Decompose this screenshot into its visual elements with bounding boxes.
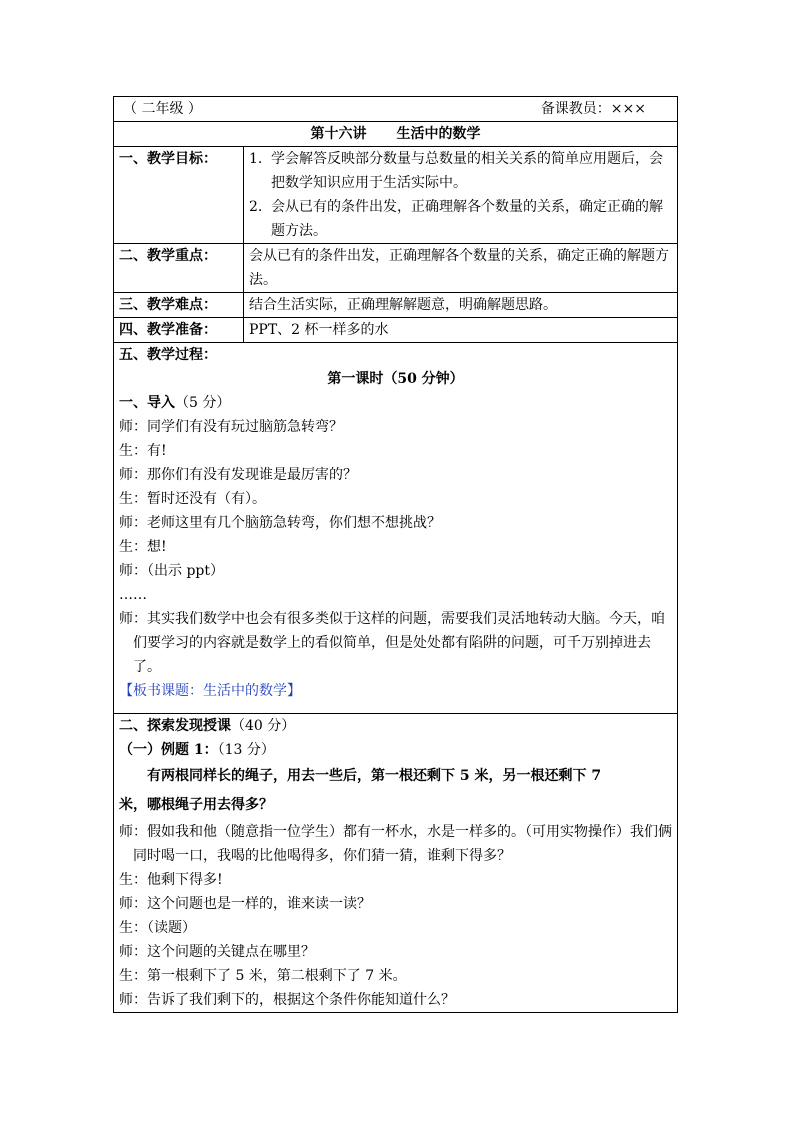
- lesson-title: [119, 367, 672, 391]
- title-row: [114, 122, 678, 147]
- goal-item: [249, 195, 672, 243]
- dialogue-line: 生：第一根剩下了 5 米，第二根剩下了 7 米。: [119, 968, 407, 984]
- explore-heading: [119, 714, 672, 738]
- header-row: [114, 97, 678, 122]
- dialogue-line: 生：暂时还没有（有）。: [119, 491, 266, 507]
- preparation-row: [114, 318, 678, 343]
- goals-content: [244, 147, 678, 244]
- goals-label: 一、教学目标：: [114, 147, 244, 244]
- process-content: [114, 343, 678, 714]
- dialogue-line: 师：同学们有没有玩过脑筋急转弯？: [119, 419, 343, 435]
- lesson-plan-sheet: [113, 96, 677, 1013]
- key-point-row: [114, 244, 678, 293]
- dialogue-line: 生：他剩下得多!: [119, 872, 223, 888]
- dialogue-paragraph: 师：其实我们数学中也会有很多类似于这样的问题，需要我们灵活地转动大脑。今天，咱们要学习的内容就是数学上的看似简单，但是处处都有陷阱的问题，可千万别掉进去了。: [119, 611, 665, 675]
- goal-item: [249, 147, 672, 195]
- process-label: 五、教学过程：: [119, 347, 217, 363]
- preparation-label: 四、教学准备：: [114, 318, 244, 343]
- explore-heading-text: 二、探索发现授课: [119, 718, 231, 734]
- goal-text: 学会解答反映部分数量与总数量的相关关系的简单应用题后，会把数学知识应用于生活实际中。: [271, 151, 663, 191]
- page-title: [114, 122, 678, 147]
- dialogue-line: 生：想!: [119, 539, 167, 555]
- dialogue-line: 师：这个问题也是一样的，谁来读一读？: [119, 896, 371, 912]
- difficulty-row: [114, 293, 678, 318]
- lecture-number: 第十六讲: [310, 126, 367, 142]
- example-time: （13 分）: [217, 742, 275, 758]
- dialogue-line: 师：这个问题的关键点在哪里？: [119, 944, 315, 960]
- difficulty-label: 三、教学难点：: [114, 293, 244, 318]
- grade-label: （ 二年级 ）: [123, 101, 202, 117]
- dialogue-line: 师：老师这里有几个脑筋急转弯，你们想不想挑战？: [119, 515, 441, 531]
- dialogue-paragraph: 师：假如我和他（随意指一位学生）都有一杯水，水是一样多的。（可用实物操作）我们俩同时喝一口，我喝的比他喝得多，你们猜一猜，谁剩下得多？: [119, 824, 672, 864]
- teacher-label: 备课教员：×××: [540, 101, 647, 117]
- example-heading-text: （一）例题 1：: [119, 742, 218, 758]
- lecture-topic: 生活中的数学: [396, 126, 481, 142]
- board-title: 【板书课题：生活中的数学】: [119, 683, 301, 699]
- ellipsis-line: ……: [119, 587, 147, 603]
- dialogue-line: 师：告诉了我们剩下的，根据这个条件你能知道什么？: [119, 992, 455, 1008]
- key-point-text: 会从已有的条件出发，正确理解各个数量的关系，确定正确的解题方法。: [244, 244, 678, 293]
- dialogue-line: 师：那你们有没有发现谁是最厉害的？: [119, 467, 357, 483]
- example-problem-line2: 米，哪根绳子用去得多？: [119, 797, 273, 813]
- goal-number: 2.: [249, 199, 263, 215]
- lesson-title-text: 第一课时（50 分钟）: [327, 371, 464, 387]
- goals-row: [114, 147, 678, 244]
- intro-time: （5 分）: [175, 395, 231, 411]
- goal-number: 1.: [249, 151, 263, 167]
- dialogue-line: 师：（出示 ppt）: [119, 563, 224, 579]
- dialogue-line: 生：有!: [119, 443, 167, 459]
- goal-text: 会从已有的条件出发，正确理解各个数量的关系，确定正确的解题方法。: [271, 199, 663, 239]
- explore-row: [114, 714, 678, 1013]
- difficulty-text: 结合生活实际，正确理解解题意，明确解题思路。: [244, 293, 678, 318]
- explore-time: （40 分）: [231, 718, 296, 734]
- lesson-plan-table: [113, 96, 678, 1013]
- preparation-text: PPT、2 杯一样多的水: [244, 318, 678, 343]
- intro-heading: [119, 391, 672, 415]
- dialogue-line: 生：（读题）: [119, 920, 196, 936]
- intro-heading-text: 一、导入: [119, 395, 175, 411]
- explore-content: [114, 714, 678, 1013]
- key-point-label: 二、教学重点：: [114, 244, 244, 293]
- example-problem-line1: 有两根同样长的绳子，用去一些后，第一根还剩下 5 米，另一根还剩下 7: [147, 768, 602, 784]
- process-row: [114, 343, 678, 714]
- example-heading: [119, 738, 672, 762]
